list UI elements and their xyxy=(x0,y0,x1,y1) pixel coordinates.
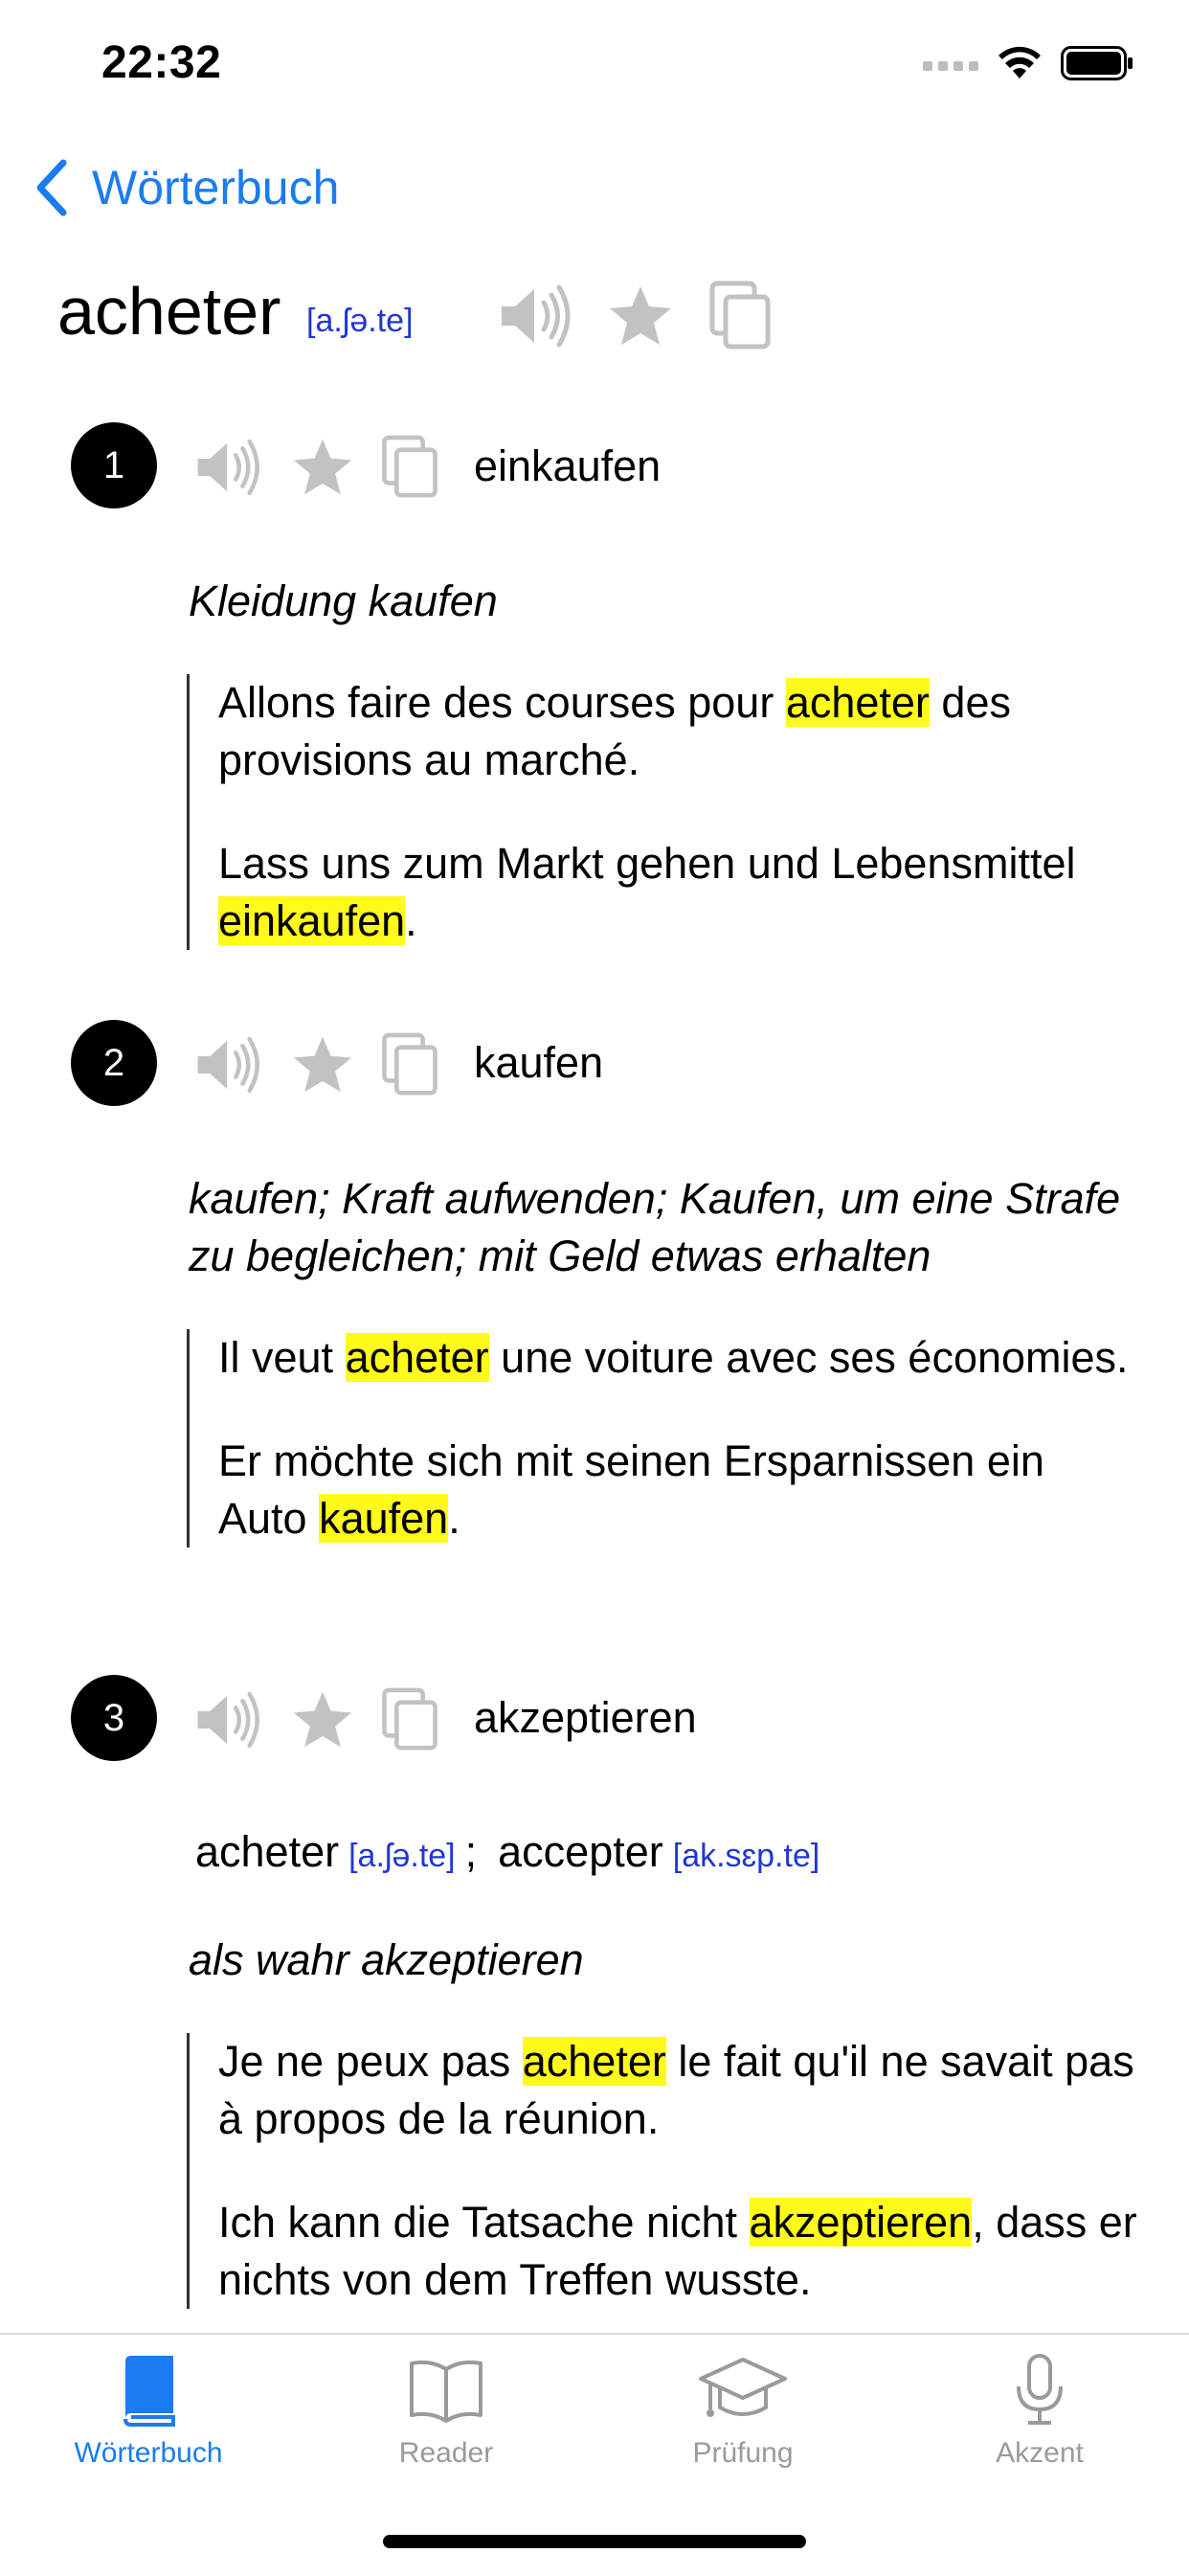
sense-translation: kaufen xyxy=(474,1038,604,1087)
example-german: Lass uns zum Markt gehen und Lebensmittel einkaufen. xyxy=(218,839,1076,945)
highlight: kaufen xyxy=(319,1494,449,1543)
open-book-icon xyxy=(408,2354,484,2427)
copy-icon[interactable] xyxy=(379,434,440,501)
tab-label: Reader xyxy=(398,2437,494,2469)
tab-woerterbuch[interactable] xyxy=(53,2354,244,2470)
variant-word[interactable]: accepter xyxy=(498,1827,663,1876)
copy-icon[interactable] xyxy=(707,280,774,352)
sense-translation: akzeptieren xyxy=(474,1693,697,1742)
example-block xyxy=(187,1329,1137,1548)
back-button[interactable] xyxy=(34,159,339,216)
sense-number: 3 xyxy=(71,1675,157,1761)
variant-word[interactable]: acheter xyxy=(195,1827,340,1876)
sense-actions xyxy=(191,1030,440,1099)
tab-label: Akzent xyxy=(996,2437,1084,2469)
speaker-icon[interactable] xyxy=(191,433,266,502)
speaker-icon[interactable] xyxy=(191,1030,266,1099)
variant-ipa: [ak.sɛp.te] xyxy=(672,1838,820,1874)
example-block xyxy=(187,2033,1166,2309)
highlight: acheter xyxy=(522,2037,666,2086)
headword: acheter xyxy=(57,274,281,349)
star-icon[interactable] xyxy=(291,436,354,499)
star-icon[interactable] xyxy=(607,282,674,350)
tab-akzent[interactable] xyxy=(944,2354,1135,2470)
example-german: Ich kann die Tatsache nicht akzeptieren, dass er nichts von dem Treffen wusste. xyxy=(218,2198,1137,2304)
sense-gloss: als wahr akzeptieren xyxy=(189,1935,584,1984)
sense-actions xyxy=(191,433,440,502)
status-time: 22:32 xyxy=(101,37,222,88)
highlight: einkaufen xyxy=(218,896,406,945)
tab-label: Wörterbuch xyxy=(74,2437,223,2469)
home-indicator xyxy=(383,2535,806,2548)
headword-ipa: [a.ʃə.te] xyxy=(306,303,414,339)
example-french: Il veut acheter une voiture avec ses économies. xyxy=(218,1333,1129,1382)
speaker-icon[interactable] xyxy=(498,278,574,354)
back-label: Wörterbuch xyxy=(92,161,340,215)
highlight: akzeptieren xyxy=(749,2198,973,2247)
tab-label: Prüfung xyxy=(692,2437,794,2469)
graduation-cap-icon xyxy=(697,2354,789,2427)
wifi-icon xyxy=(998,46,1042,80)
sense-number: 2 xyxy=(71,1020,157,1106)
variant-ipa: [a.ʃə.te] xyxy=(348,1838,456,1874)
highlight: acheter xyxy=(345,1333,489,1382)
microphone-icon xyxy=(1011,2354,1068,2427)
copy-icon[interactable] xyxy=(379,1686,440,1753)
sense-actions xyxy=(191,1685,440,1754)
battery-icon xyxy=(1061,46,1133,80)
example-french: Je ne peux pas acheter le fait qu'il ne savait pas à propos de la réunion. xyxy=(218,2037,1134,2143)
chevron-left-icon xyxy=(34,159,69,216)
sense-number: 1 xyxy=(71,422,157,508)
example-french: Allons faire des courses pour acheter des provisions au marché. xyxy=(218,678,1011,784)
status-icons xyxy=(923,46,1133,80)
speaker-icon[interactable] xyxy=(191,1685,266,1754)
star-icon[interactable] xyxy=(291,1688,354,1751)
sense-gloss: Kleidung kaufen xyxy=(189,576,498,625)
tab-pruefung[interactable] xyxy=(647,2354,839,2470)
example-german: Er möchte sich mit seinen Ersparnissen ein Auto kaufen. xyxy=(218,1436,1044,1543)
variant-forms xyxy=(195,1827,819,1877)
variant-separator: ; xyxy=(464,1827,478,1876)
example-block xyxy=(187,674,1137,950)
star-icon[interactable] xyxy=(291,1033,354,1096)
headword-actions xyxy=(498,278,774,354)
copy-icon[interactable] xyxy=(379,1031,440,1098)
signal-icon xyxy=(923,54,978,73)
sense-gloss: kaufen; Kraft aufwenden; Kaufen, um eine Strafe zu begleichen; mit Geld etwas erhalten xyxy=(189,1174,1121,1280)
book-icon xyxy=(118,2354,179,2427)
sense-translation: einkaufen xyxy=(474,441,662,490)
tab-reader[interactable] xyxy=(350,2354,542,2470)
highlight: acheter xyxy=(785,678,930,727)
